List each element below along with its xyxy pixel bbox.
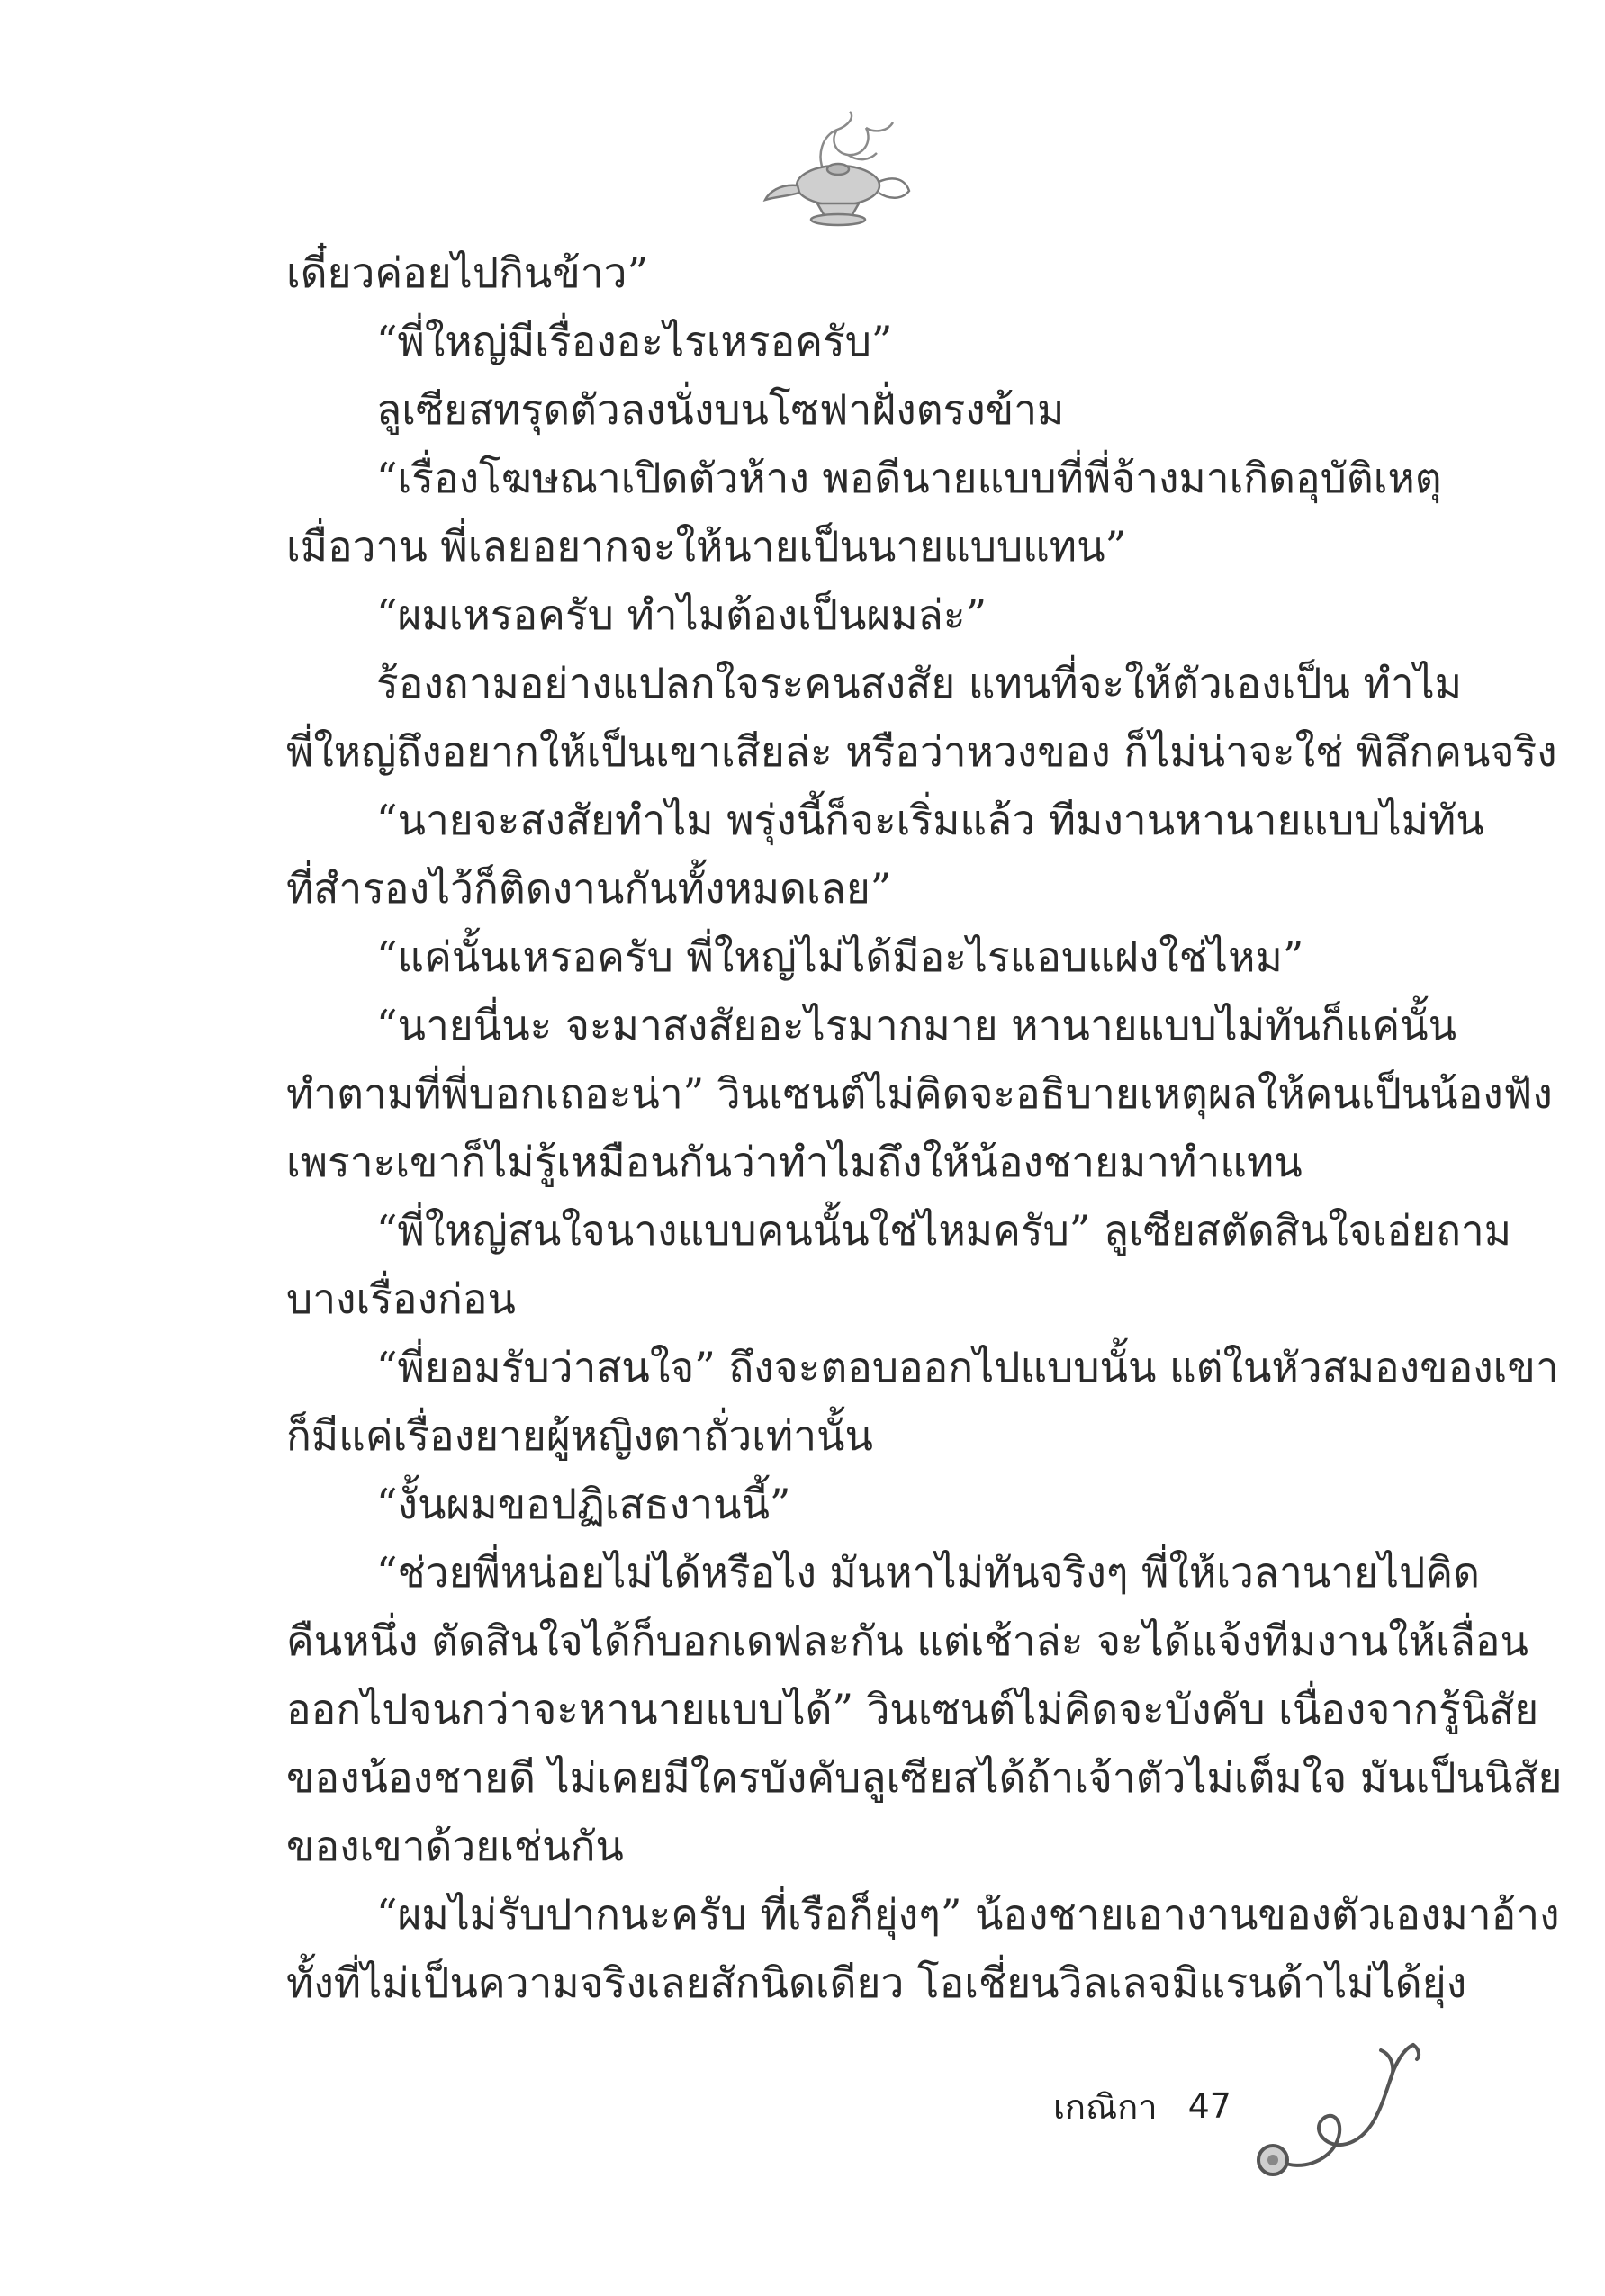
text-line: ออกไปจนกว่าจะหานายแบบได้” วินเซนต์ไม่คิดจะบังคับ เนื่องจากรู้นิสัย [286,1685,1539,1733]
text-line: “ช่วยพี่หน่อยไม่ได้หรือไง มันหาไม่ทันจริงๆ พี่ให้เวลานายไปคิด [376,1548,1481,1597]
text-line: “พี่ใหญ่มีเรื่องอะไรเหรอครับ” [376,317,893,365]
text-line: “ผมไม่รับปากนะครับ ที่เรือก็ยุ่งๆ” น้องชายเอางานของตัวเองมาอ้าง [376,1890,1560,1939]
text-line: ทำตามที่พี่บอกเถอะน่า” วินเซนต์ไม่คิดจะอธิบายเหตุผลให้คนเป็นน้องฟัง [286,1069,1553,1118]
text-line: “ผมเหรอครับ ทำไมต้องเป็นผมล่ะ” [376,590,987,639]
text-line: เพราะเขาก็ไม่รู้เหมือนกันว่าทำไมถึงให้น้องชายมาทำแทน [286,1138,1303,1186]
page-number: 47 [1187,2086,1231,2126]
text-line: พี่ใหญ่ถึงอยากให้เป็นเขาเสียล่ะ หรือว่าหวงของ ก็ไม่น่าจะใช่ พิลึกคนจริง [286,727,1557,776]
text-line: คืนหนึ่ง ตัดสินใจได้ก็บอกเดฟละกัน แต่เช้าล่ะ จะได้แจ้งทีมงานให้เลื่อน [286,1616,1528,1665]
genie-lamp-icon [762,110,915,236]
body-text [286,239,1563,2017]
text-line: “พี่ใหญ่สนใจนางแบบคนนั้นใช่ไหมครับ” ลูเซียสตัดสินใจเอ่ยถาม [376,1206,1512,1255]
text-line: “พี่ยอมรับว่าสนใจ” ถึงจะตอบออกไปแบบนั้น แต่ในหัวสมองของเขา [376,1343,1559,1391]
book-title: เกณิกา [1053,2086,1158,2127]
text-line: เมื่อวาน พี่เลยอยากจะให้นายเป็นนายแบบแทน” [286,522,1127,571]
text-line: ลูเซียสทรุดตัวลงนั่งบนโซฟาฝั่งตรงข้าม [376,385,1065,434]
text-line: บางเรื่องก่อน [286,1274,516,1323]
text-line: “เรื่องโฆษณาเปิดตัวห้าง พอดีนายแบบที่พี่จ้างมาเกิดอุบัติเหตุ [376,454,1442,502]
page-footer [1053,2075,1231,2138]
text-line: ก็มีแค่เรื่องยายผู้หญิงตาถั่วเท่านั้น [286,1411,873,1460]
text-line: ของเขาด้วยเช่นกัน [286,1822,624,1870]
text-line: “งั้นผมขอปฏิเสธงานนี้” [376,1480,791,1528]
stethoscope-icon [1246,2027,1426,2180]
text-line: ของน้องชายดี ไม่เคยมีใครบังคับลูเซียสได้ถ้าเจ้าตัวไม่เต็มใจ มันเป็นนิสัย [286,1753,1563,1802]
text-line: ทั้งที่ไม่เป็นความจริงเลยสักนิดเดียว โอเชี่ยนวิลเลจมิแรนด้าไม่ได้ยุ่ง [286,1958,1467,2007]
text-line: “แค่นั้นเหรอครับ พี่ใหญ่ไม่ได้มีอะไรแอบแฝงใช่ไหม” [376,932,1304,981]
text-line: “นายจะสงสัยทำไม พรุ่งนี้ก็จะเริ่มแล้ว ทีมงานหานายแบบไม่ทัน [376,796,1484,844]
text-line: เดี๋ยวค่อยไปกินข้าว” [286,248,648,297]
text-line: ร้องถามอย่างแปลกใจระคนสงสัย แทนที่จะให้ตัวเองเป็น ทำไม [376,659,1463,707]
text-line: ที่สำรองไว้ก็ติดงานกันทั้งหมดเลย” [286,864,892,913]
text-line: “นายนี่นะ จะมาสงสัยอะไรมากมาย หานายแบบไม่ทันก็แค่นั้น [376,1001,1457,1049]
